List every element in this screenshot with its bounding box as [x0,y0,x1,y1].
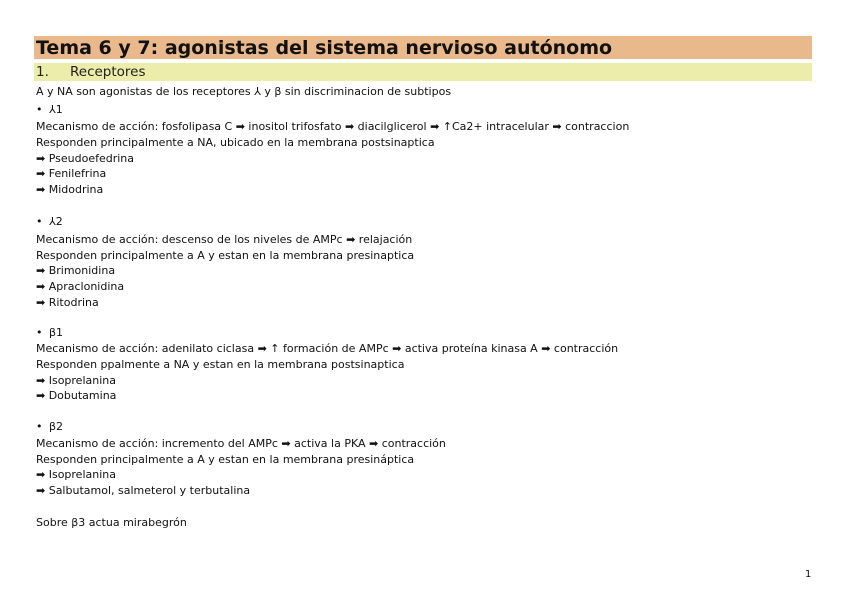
section-label: Receptores [70,64,146,80]
document-title: Tema 6 y 7: agonistas del sistema nervioso autónomo [36,37,613,59]
response-text: Responden principalmente a A y estan en la membrana presinaptica [36,249,415,262]
drug-item: ➡ Isoprelanina [36,374,116,387]
receptor-name: β1 [49,326,64,339]
drug-item: ➡ Fenilefrina [36,167,107,180]
receptor-name: β2 [49,420,64,433]
mechanism-text: Mecanismo de acción: incremento del AMPc ➡ activa la PKA ➡ contracción [36,437,446,450]
section-heading [34,63,812,81]
footer-note: Sobre β3 actua mirabegrón [36,516,187,529]
receptor-heading [36,420,63,434]
title-highlight [34,36,812,59]
bullet-icon: • [36,215,43,228]
drug-item: ➡ Dobutamina [36,389,117,402]
receptor-heading [36,326,63,340]
receptor-name: ⅄1 [49,103,63,116]
mechanism-text: Mecanismo de acción: descenso de los niveles de AMPc ➡ relajación [36,233,413,246]
drug-item: ➡ Brimonidina [36,264,116,277]
receptor-name: ⅄2 [49,215,63,228]
mechanism-text: Mecanismo de acción: fosfolipasa C ➡ inositol trifosfato ➡ diacilglicerol ➡ ↑Ca2+ intracelular ➡ contraccion [36,120,630,133]
intro-text: A y NA son agonistas de los receptores ⅄ y β sin discriminacion de subtipos [36,85,452,98]
drug-item: ➡ Isoprelanina [36,468,116,481]
receptor-heading [36,103,63,117]
drug-item: ➡ Apraclonidina [36,280,125,293]
drug-item: ➡ Midodrina [36,183,104,196]
page-number: 1 [805,569,812,580]
receptor-heading [36,215,63,229]
bullet-icon: • [36,103,43,116]
drug-item: ➡ Salbutamol, salmeterol y terbutalina [36,484,251,497]
response-text: Responden ppalmente a NA y estan en la membrana postsinaptica [36,358,405,371]
response-text: Responden principalmente a A y estan en la membrana presináptica [36,453,415,466]
section-number: 1. [36,64,49,80]
bullet-icon: • [36,326,43,339]
response-text: Responden principalmente a NA, ubicado en la membrana postsinaptica [36,136,435,149]
bullet-icon: • [36,420,43,433]
drug-item: ➡ Ritodrina [36,296,99,309]
drug-item: ➡ Pseudoefedrina [36,152,135,165]
mechanism-text: Mecanismo de acción: adenilato ciclasa ➡ ↑ formación de AMPc ➡ activa proteína kinasa A ➡ contracción [36,342,619,355]
